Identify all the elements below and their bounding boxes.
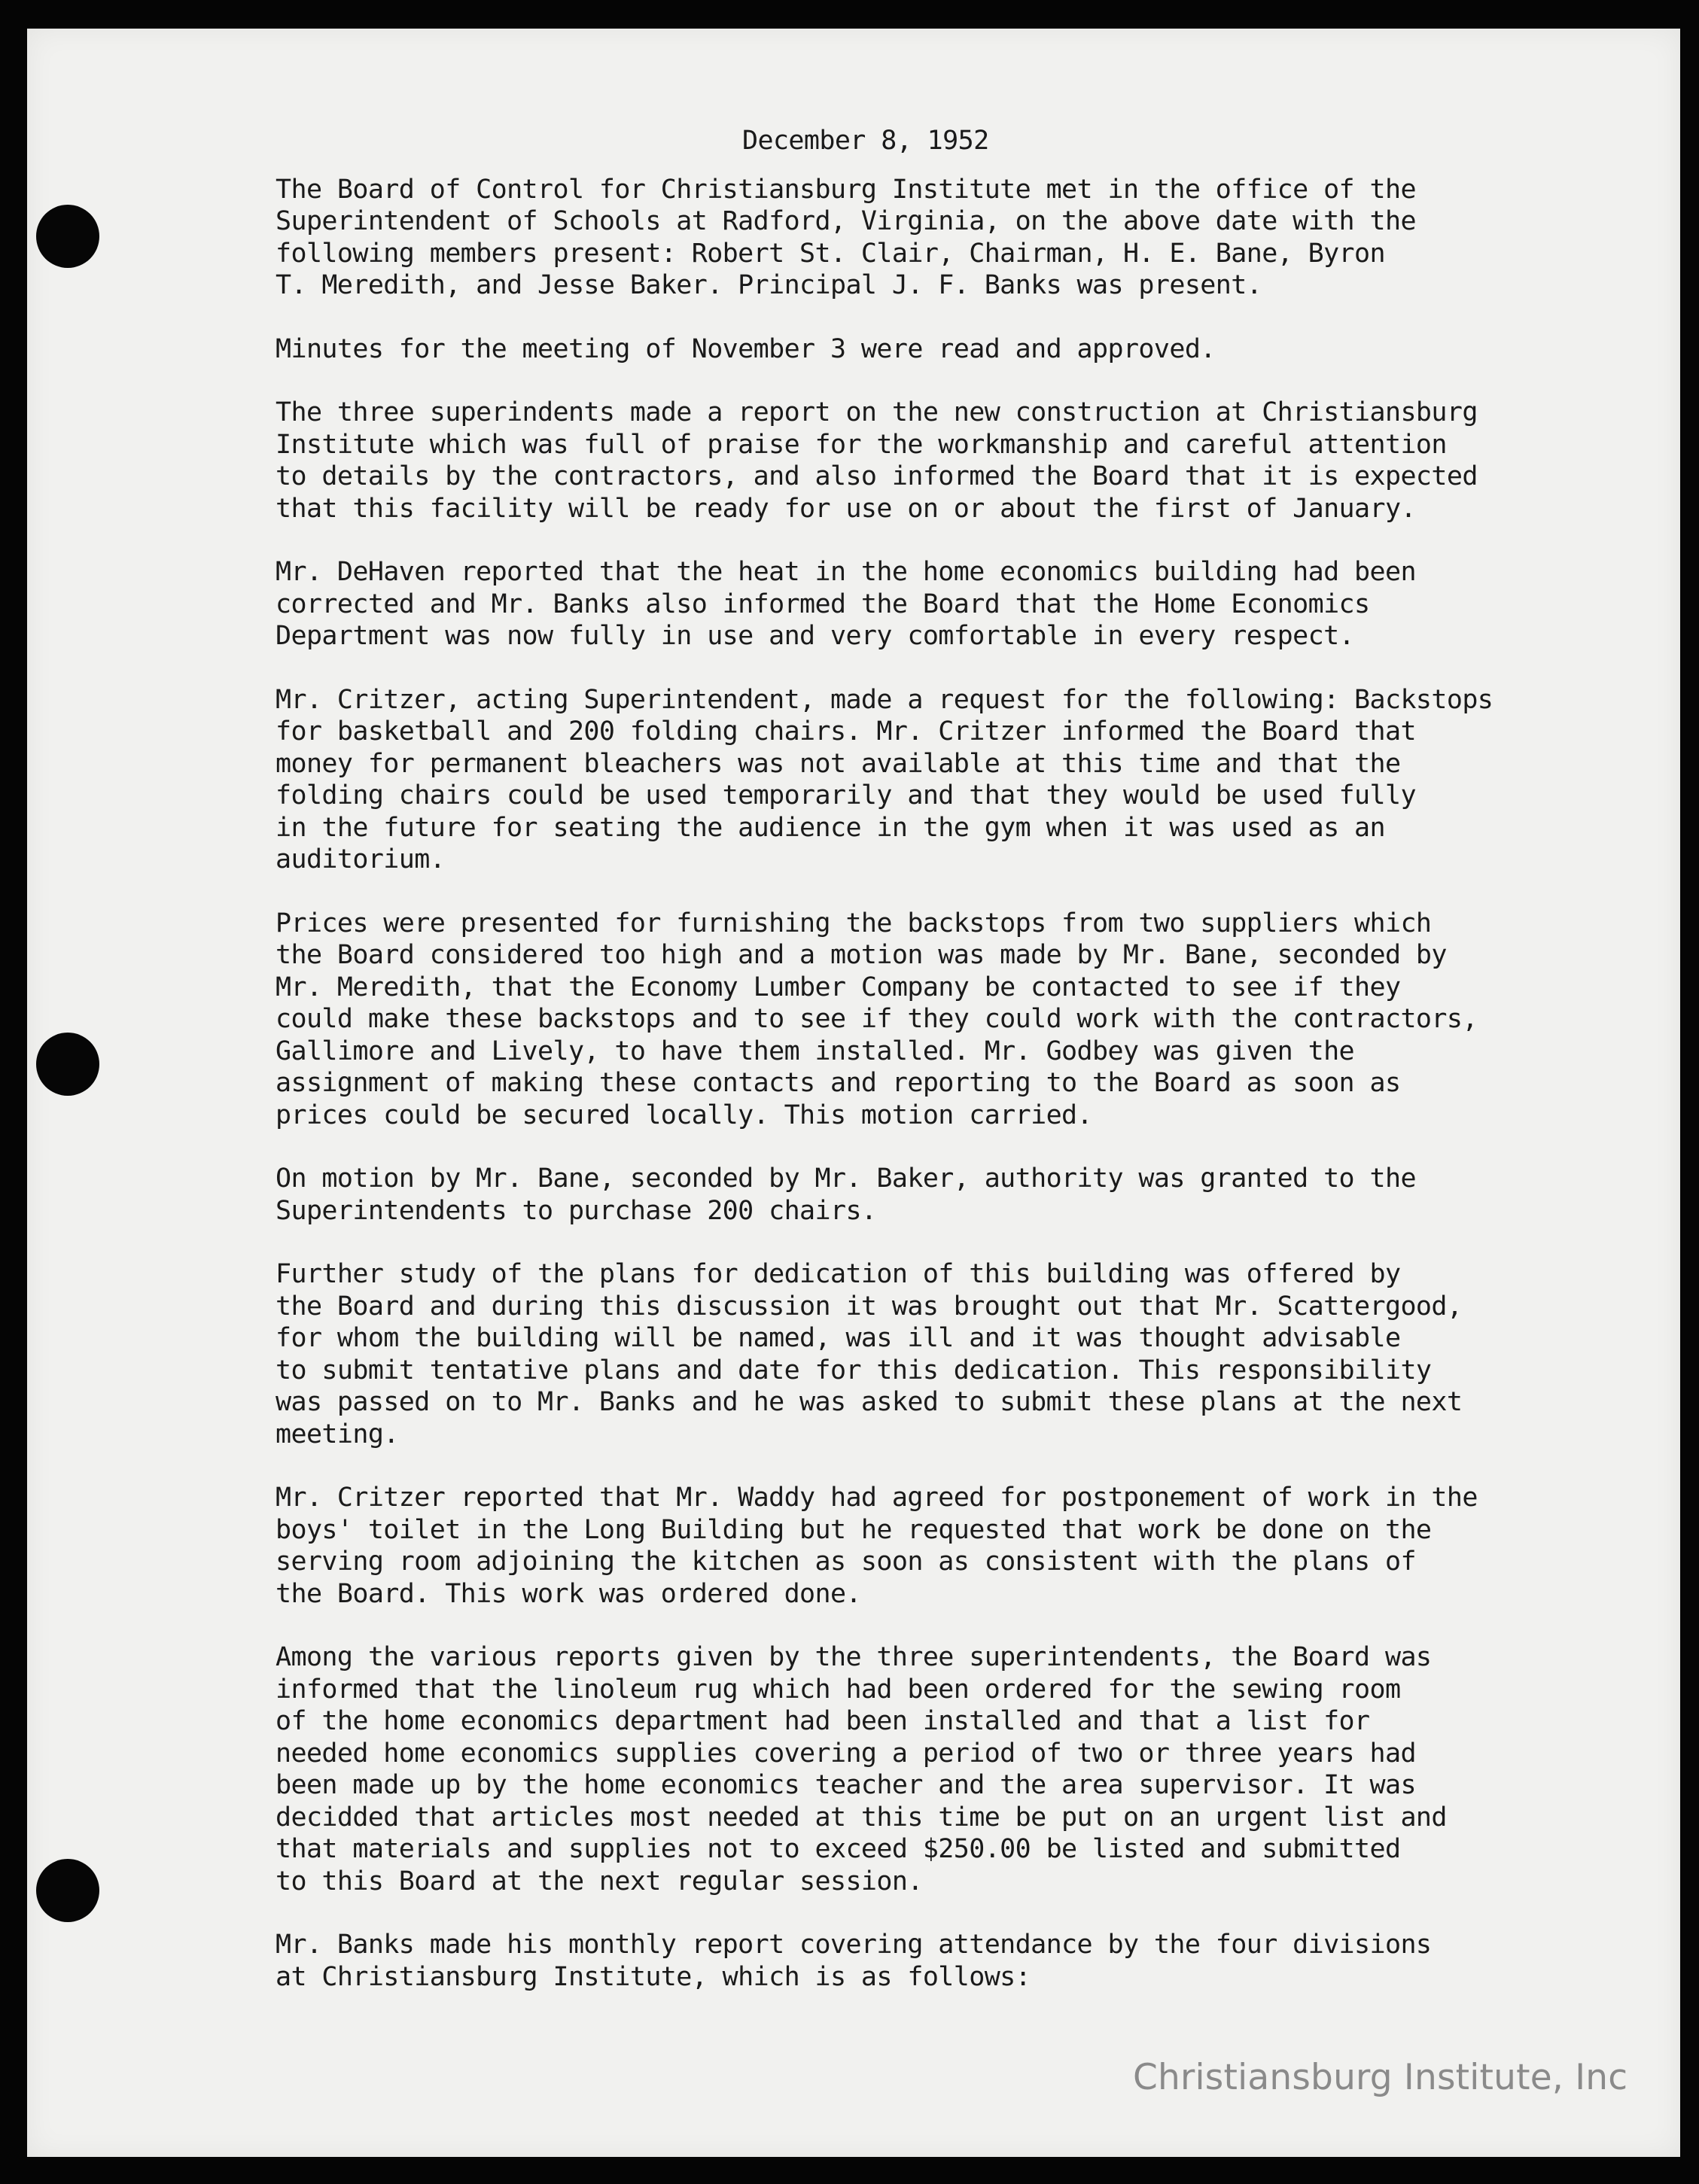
paragraph-toilet-postponement: Mr. Critzer reported that Mr. Waddy had agreed for postponement of work in the boys' toilet in the Long Building but he requested that work be done on the serving room adjoining the kitchen as soon as consistent with the plans of the Board. This work was ordered done. (276, 1483, 1478, 1609)
paragraph-monthly-report: Mr. Banks made his monthly report covering attendance by the four divisions at Christiansburg Institute, which is as follows: (276, 1930, 1432, 1992)
document-date: December 8, 1952 (742, 126, 989, 156)
paragraph-backstops-motion: Prices were presented for furnishing the backstops from two suppliers which the Board considered too high and a motion was made by Mr. Bane, seconded by Mr. Meredith, that the Economy Lumber Company be contacted to see if they could make these backstops and to see if they could work with the contractors, Gallimore and Lively, to have them installed. Mr. Godbey was given the assignment of making these contacts and reporting to the Board as soon as prices could be secured locally. This motion carried. (276, 908, 1478, 1130)
paragraph-construction-report: The three superindents made a report on the new construction at Christiansburg Institute which was full of praise for the workmanship and careful attention to details by the contractors, and also informed the Board that it is expected that this facility will be ready for use on or about the first of January. (276, 397, 1478, 524)
paragraph-minutes-approved: Minutes for the meeting of November 3 were read and approved. (276, 333, 1216, 364)
binder-hole-bottom (36, 1859, 99, 1922)
paragraph-backstops-request: Mr. Critzer, acting Superintendent, made a request for the following: Backstops for basketball and 200 folding chairs. Mr. Critzer informed the Board that money for permanent bleachers was not available at this time and that the folding chairs could be used temporarily and that they would be used fully in the future for seating the audience in the gym when it was used as an auditorium. (276, 684, 1493, 875)
paragraph-chairs-motion: On motion by Mr. Bane, seconded by Mr. Baker, authority was granted to the Superintendents to purchase 200 chairs. (276, 1163, 1416, 1226)
watermark: Christiansburg Institute, Inc (1133, 2057, 1628, 2098)
typed-minutes (276, 125, 1600, 2024)
paragraph-dedication-plans: Further study of the plans for dedication of this building was offered by the Board and during this discussion it was brought out that Mr. Scattergood, for whom the building will be named, was ill and it was thought advisable to submit tentative plans and date for this dedication. This responsibility was passed on to Mr. Banks and he was asked to submit these plans at the next meeting. (276, 1259, 1463, 1449)
paragraph-home-economics-heat: Mr. DeHaven reported that the heat in the home economics building had been corrected and Mr. Banks also informed the Board that the Home Economics Department was now fully in use and very comfortable in every respect. (276, 557, 1416, 651)
binder-hole-top (36, 205, 99, 268)
paragraph-attendance: The Board of Control for Christiansburg Institute met in the office of the Superintendent of Schools at Radford, Virginia, on the above date with the following members present: Robert St. Clair, Chairman, H. E. Bane, Byron T. Meredith, and Jesse Baker. Principal J. F. Banks was present. (276, 174, 1416, 300)
binder-hole-middle (36, 1033, 99, 1096)
paragraph-superintendent-reports: Among the various reports given by the three superintendents, the Board was informed that the linoleum rug which had been ordered for the sewing room of the home economics department had been installed and that a list for needed home economics supplies covering a period of two or three years had been made up by the home economics teacher and the area supervisor. It was decidded that articles most needed at this time be put on an urgent list and that materials and supplies not to exceed $250.00 be listed and submitted to this Board at the next regular session. (276, 1642, 1447, 1897)
